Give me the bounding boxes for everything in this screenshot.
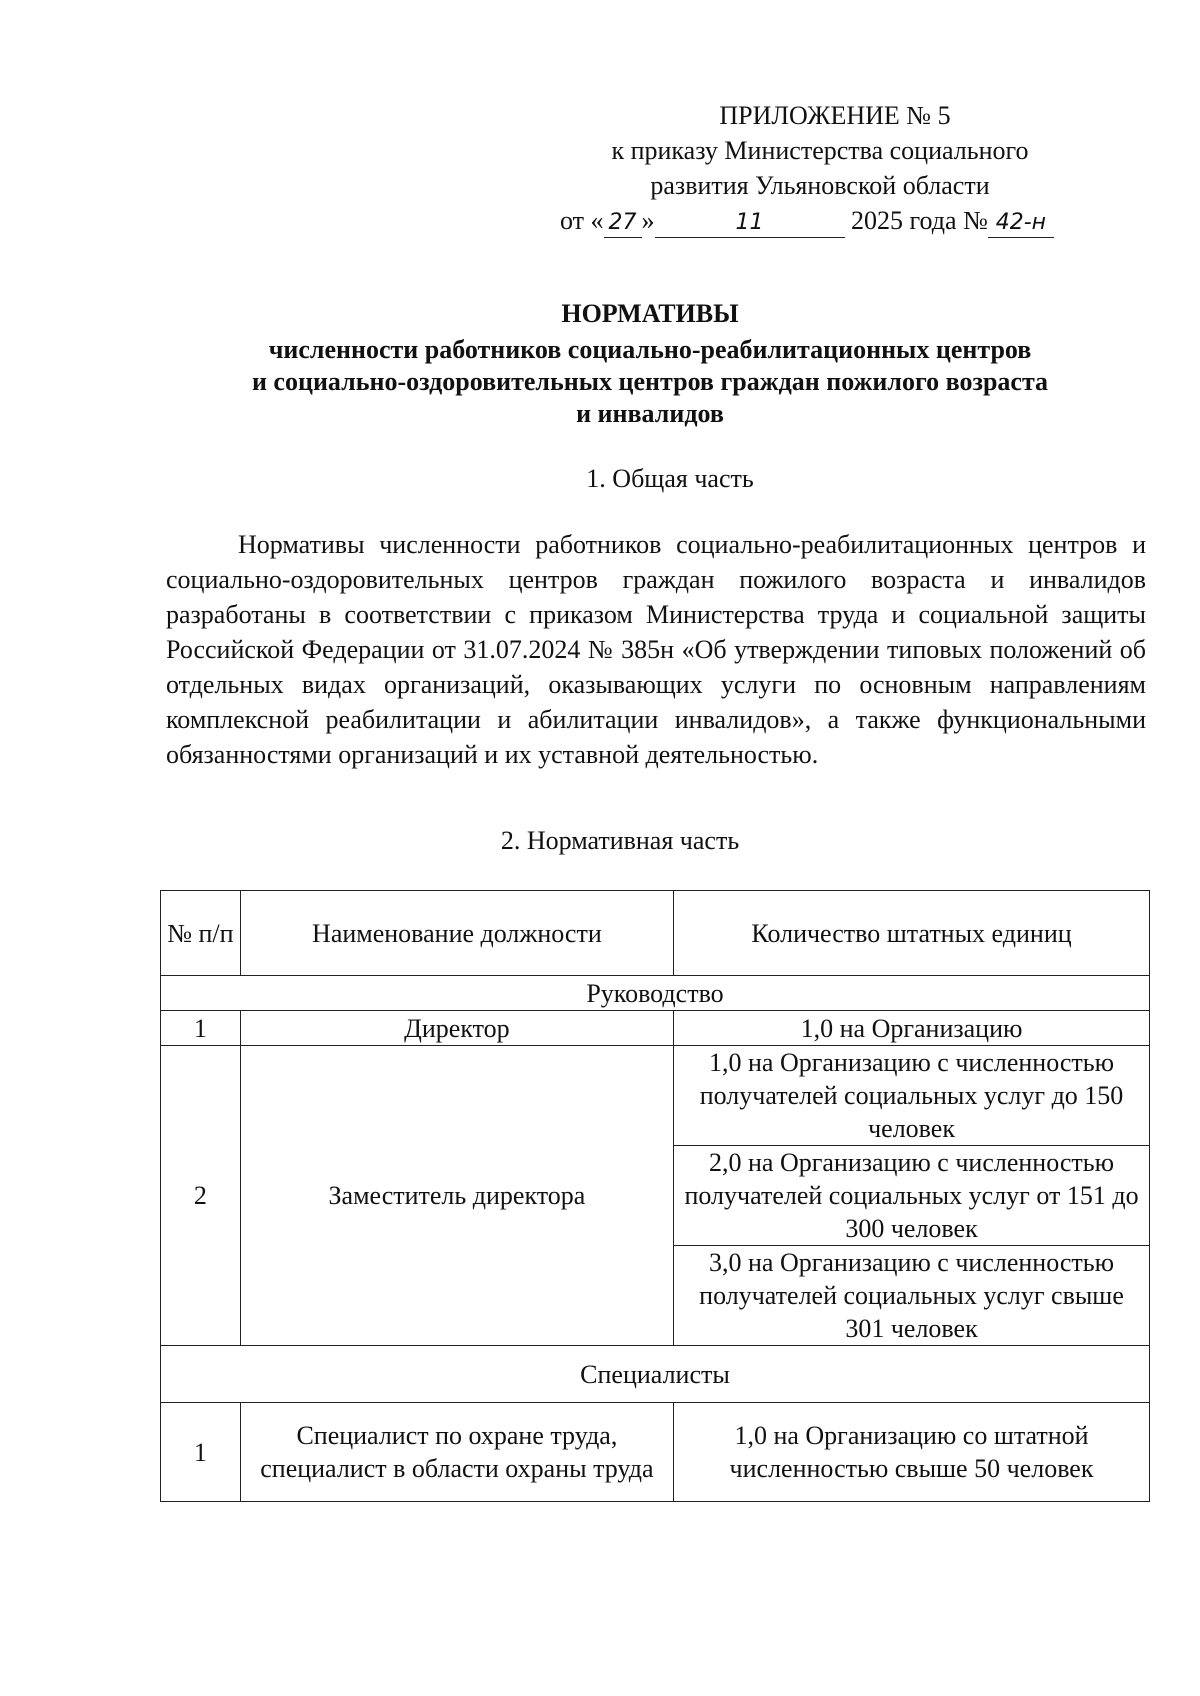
row-count: 1,0 на Организацию со штатной численностью свыше 50 человек bbox=[674, 1403, 1150, 1502]
date-mid: » bbox=[641, 206, 655, 235]
appendix-title: ПРИЛОЖЕНИЕ № 5 bbox=[719, 101, 951, 130]
table-header-row bbox=[161, 891, 1150, 976]
general-paragraph: Нормативы численности работников социально-реабилитационных центров и социально-оздоровительных центров граждан пожилого возраста и инвалидов разработаны в соответствии с приказом Министерства труда и социальной защиты Российской Федерации от 31.07.2024 № 385н «Об утверждении типовых положений об отдельных видах организаций, оказывающих услуги по основным направлениям комплексной реабилитации и абилитации инвалидов», а также функциональными обязанностями организаций и их уставной деятельностью. bbox=[166, 530, 1146, 769]
row-count: 2,0 на Организацию с численностью получателей социальных услуг от 151 до 300 человек bbox=[674, 1146, 1150, 1246]
appendix-line-3: развития Ульяновской области bbox=[650, 171, 990, 200]
title-line-2: и социально-оздоровительных центров граждан пожилого возраста bbox=[251, 367, 1049, 396]
table-row bbox=[161, 1403, 1150, 1502]
title-main: НОРМАТИВЫ bbox=[561, 299, 739, 328]
table-row bbox=[161, 1011, 1150, 1046]
norms-table bbox=[160, 890, 1150, 1502]
date-day: 27 bbox=[604, 209, 642, 238]
row-count: 1,0 на Организацию bbox=[674, 1011, 1150, 1046]
header-position: Наименование должности bbox=[240, 891, 673, 976]
header-count: Количество штатных единиц bbox=[674, 891, 1150, 976]
group-title-management: Руководство bbox=[161, 976, 1150, 1011]
row-position: Специалист по охране труда, специалист в области охраны труда bbox=[240, 1403, 673, 1502]
group-row-management bbox=[161, 976, 1150, 1011]
order-date-line bbox=[520, 203, 1120, 238]
title-line-1: численности работников социально-реабилитационных центров bbox=[268, 335, 1032, 364]
row-num: 1 bbox=[161, 1403, 241, 1502]
appendix-line-2: к приказу Министерства социального bbox=[611, 136, 1029, 165]
group-row-specialists bbox=[161, 1346, 1150, 1403]
date-prefix: от « bbox=[560, 206, 604, 235]
section-2-heading: 2. Нормативная часть bbox=[500, 826, 740, 855]
row-num: 1 bbox=[161, 1011, 241, 1046]
section-1-heading: 1. Общая часть bbox=[586, 464, 754, 493]
appendix-header bbox=[520, 98, 1120, 238]
order-number: 42-н bbox=[988, 209, 1054, 238]
title-line-3: и инвалидов bbox=[576, 399, 724, 428]
table-row bbox=[161, 1046, 1150, 1146]
date-month: 11 bbox=[655, 209, 845, 238]
row-num: 2 bbox=[161, 1046, 241, 1346]
group-title-specialists: Специалисты bbox=[161, 1346, 1150, 1403]
date-year: 2025 года № bbox=[851, 206, 988, 235]
row-position: Директор bbox=[240, 1011, 673, 1046]
row-position: Заместитель директора bbox=[240, 1046, 673, 1346]
row-count: 1,0 на Организацию с численностью получателей социальных услуг до 150 человек bbox=[674, 1046, 1150, 1146]
document-title bbox=[160, 298, 1140, 430]
header-num: № п/п bbox=[161, 891, 241, 976]
row-count: 3,0 на Организацию с численностью получателей социальных услуг свыше 301 человек bbox=[674, 1246, 1150, 1346]
